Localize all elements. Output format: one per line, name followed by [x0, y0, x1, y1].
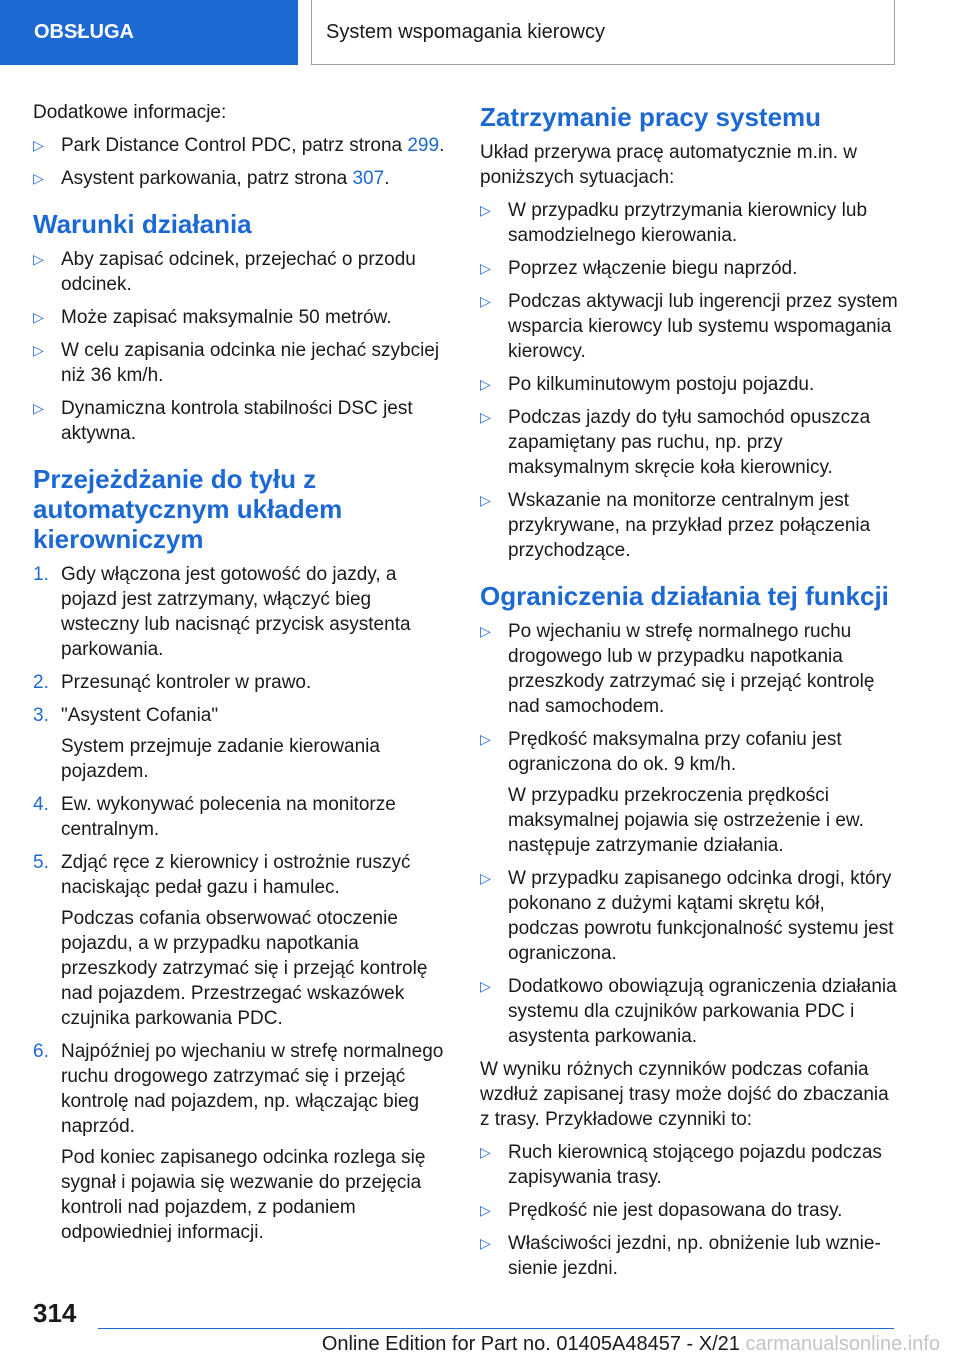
step-number: 4. [33, 794, 49, 815]
triangle-right-icon: ▷ [480, 1235, 491, 1251]
heading-stop: Zatrzymanie pracy systemu [480, 102, 822, 132]
list-item: ▷ Ruch kierownicą stojącego pojazdu podczas zapisywania trasy. [480, 1142, 882, 1188]
page-link[interactable]: 299 [407, 135, 440, 156]
triangle-right-icon: ▷ [33, 400, 44, 416]
list-item: ▷ Po wjechaniu w strefę normalnego ruchu drogowego lub w przypadku napotkania przeszkody zatrzymać się i przejąć kontrolę nad samochodem. [480, 621, 875, 717]
chapter-title: System wspomagania kierowcy [326, 20, 605, 43]
list-item: ▷ Podczas jazdy do tyłu samochód opuszcza zapamiętany pas ruchu, np. przy maksymalnym skręcie koła kierownicy. [480, 407, 871, 478]
step-item: 1. Gdy włączona jest gotowość do jazdy, a pojazd jest zatrzymany, włączyć bieg wsteczny lub nacisnąć przycisk asystenta parkowania. [33, 564, 411, 660]
watermark: carmanualsonline.info [745, 1333, 940, 1355]
section-label: OBSŁUGA [34, 21, 134, 43]
section-tab [0, 0, 298, 65]
list-item: ▷ Podczas aktywacji lub ingerencji przez system wsparcia kierowcy lub systemu wspomagania kierowcy. [480, 291, 898, 362]
list-item: ▷ Właściwości jezdni, np. obniżenie lub wzniesienie jezdni. [480, 1233, 881, 1279]
list-item: ▷ Wskazanie na monitorze centralnym jest przykrywane, na przykład przez połączenia przychodzące. [480, 490, 871, 561]
triangle-right-icon: ▷ [480, 731, 491, 747]
triangle-right-icon: ▷ [480, 492, 491, 508]
triangle-right-icon: ▷ [480, 293, 491, 309]
factors-list [480, 1140, 898, 1281]
list-item: ▷ W przypadku zapisanego odcinka drogi, który pokonano z dużymi kątami skrętu kół, podczas powrotu funkcjonalność systemu jest ograniczona. [480, 868, 894, 964]
list-item: ▷ W celu zapisania odcinka nie jechać szybciej niż 36 km/h. [33, 340, 440, 386]
list-item: ▷ Po kilkuminutowym postoju pojazdu. [480, 374, 815, 395]
list-item: ▷ Dodatkowo obowiązują ograniczenia działania systemu dla czujników parkowania PDC i asystenta parkowania. [480, 976, 897, 1047]
page-number: 314 [33, 1298, 77, 1328]
triangle-right-icon: ▷ [480, 409, 491, 425]
step-number: 3. [33, 705, 49, 726]
triangle-right-icon: ▷ [480, 623, 491, 639]
step-number: 2. [33, 672, 49, 693]
list-item: ▷ Prędkość nie jest dopasowana do trasy. [480, 1200, 843, 1221]
step-item: 6. Najpóźniej po wjechaniu w strefę normalnego ruchu drogowego zatrzymać się i przejąć kontrolę nad pojazdem, np. włączając bieg naprzód. Pod koniec zapisanego odcinka rozlega się sygnał i pojawia się wezwanie do przejęcia kontroli nad pojazdem, z podaniem odpowiedniej informacji. [33, 1041, 444, 1243]
triangle-right-icon: ▷ [480, 202, 491, 218]
list-item: ▷ Poprzez włączenie biegu naprzód. [480, 258, 798, 279]
step-number: 1. [33, 564, 49, 585]
footer [322, 1333, 940, 1356]
limits-list [480, 619, 898, 1049]
conditions-list [33, 247, 447, 446]
page-link[interactable]: 307 [352, 168, 385, 189]
triangle-right-icon: ▷ [480, 1202, 491, 1218]
footer-divider [98, 1328, 894, 1329]
list-item: ▷ Asystent parkowania, patrz strona 307. [33, 168, 390, 189]
heading-limits: Ograniczenia działania tej funkcji [480, 581, 889, 611]
triangle-right-icon: ▷ [33, 251, 44, 267]
heading-conditions: Warunki działania [33, 209, 252, 239]
step-item: 5. Zdjąć ręce z kierownicy i ostrożnie ruszyć naciskając pedał gazu i hamulec. Podczas cofania obserwować otoczenie pojazdu, a w przypadku napotkania przeszkody zatrzymać się i przejąć kontrolę nad pojazdem. Przestrzegać wskazówek czujnika parkowania PDC. [33, 852, 428, 1029]
list-item: ▷ Park Distance Control PDC, patrz strona 299. [33, 135, 445, 156]
list-item: ▷ Może zapisać maksymalnie 50 metrów. [33, 307, 392, 328]
stop-list [480, 198, 898, 563]
deviation-text: W wyniku różnych czynników podczas cofania wzdłuż zapisanej trasy może dojść do zbaczania z trasy. Przykładowe czynniki to: [480, 1059, 889, 1130]
steps-list [33, 562, 447, 1245]
triangle-right-icon: ▷ [33, 342, 44, 358]
additional-info-label: Dodatkowe informacje: [33, 102, 227, 123]
step-number: 5. [33, 852, 49, 873]
triangle-right-icon: ▷ [480, 1144, 491, 1160]
list-item: ▷ Prędkość maksymalna przy cofaniu jest ograniczona do ok. 9 km/h. W przypadku przekroczenia prędkości maksymalnej pojawia się ostrzeżenie i ew. następuje zatrzymanie działania. [480, 729, 864, 856]
step-number: 6. [33, 1041, 49, 1062]
step-item: 2. Przesunąć kontroler w prawo. [33, 672, 312, 693]
right-column [480, 100, 898, 1289]
edition-text: Online Edition for Part no. 01405A48457 - X/21 [321, 1333, 740, 1355]
triangle-right-icon: ▷ [480, 376, 491, 392]
triangle-right-icon: ▷ [480, 978, 491, 994]
reference-list [33, 133, 447, 191]
step-item: 3. "Asystent Cofania" System przejmuje zadanie kierowania pojazdem. [33, 705, 380, 782]
list-item: ▷ Dynamiczna kontrola stabilności DSC jest aktywna. [33, 398, 413, 444]
triangle-right-icon: ▷ [33, 309, 44, 325]
triangle-right-icon: ▷ [480, 870, 491, 886]
heading-reverse: Przejeżdżanie do tyłu z automatycznym układem kierowniczym [33, 464, 343, 554]
stop-intro: Układ przerywa pracę automatycznie m.in. w poniższych sytuacjach: [480, 142, 857, 188]
triangle-right-icon: ▷ [33, 170, 44, 186]
triangle-right-icon: ▷ [480, 260, 491, 276]
list-item: ▷ Aby zapisać odcinek, przejechać o przodu odcinek. [33, 249, 416, 295]
step-item: 4. Ew. wykonywać polecenia na monitorze centralnym. [33, 794, 396, 840]
list-item: ▷ W przypadku przytrzymania kierownicy lub samodzielnego kierowania. [480, 200, 868, 246]
left-column [33, 100, 447, 1253]
triangle-right-icon: ▷ [33, 137, 44, 153]
chapter-header [311, 0, 895, 65]
